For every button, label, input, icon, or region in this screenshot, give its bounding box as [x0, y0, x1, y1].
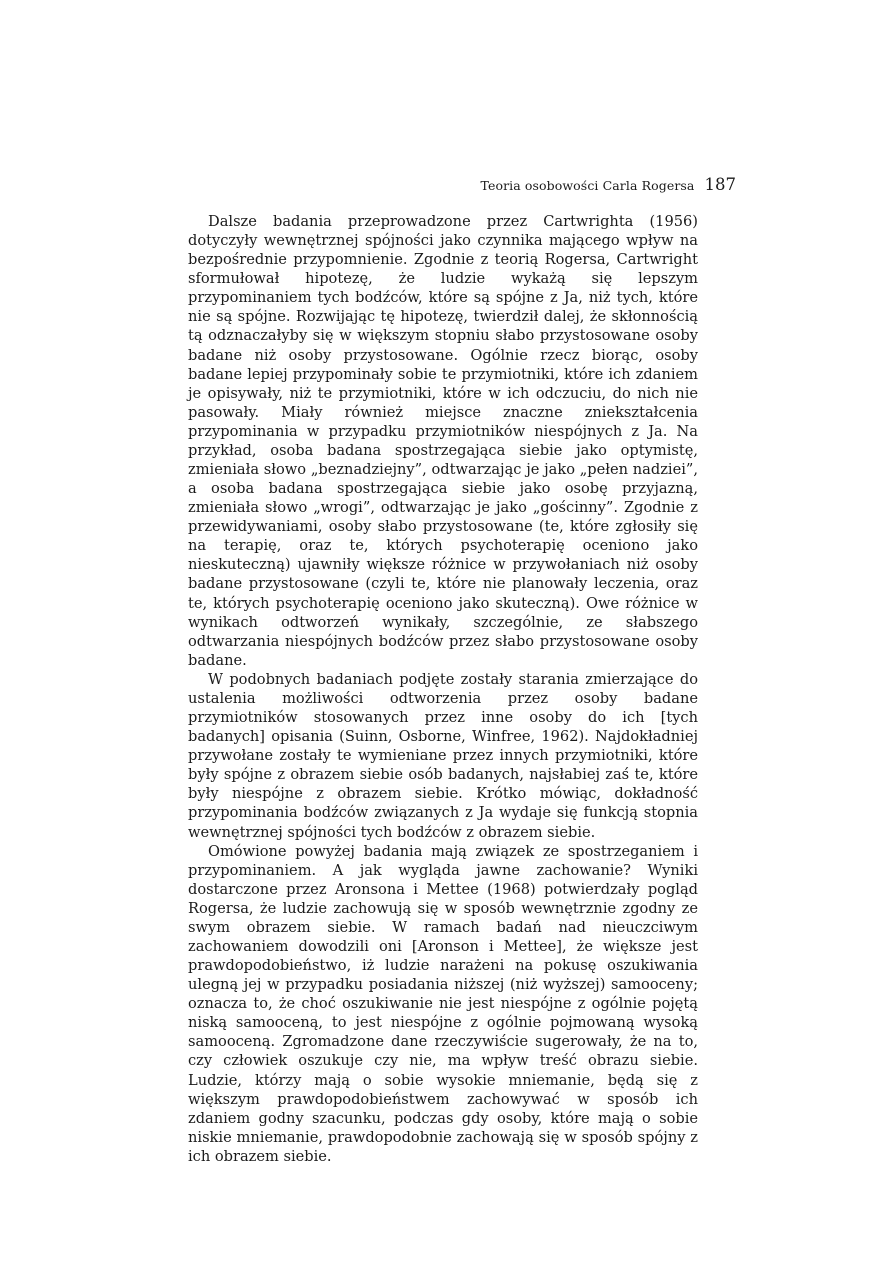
body-text: [188, 212, 698, 1166]
paragraph: Omówione powyżej badania mają związek ze spostrzeganiem i przypominaniem. A jak wygląda jawne zachowanie? Wyniki dostarczone przez Aronsona i Mettee (1968) potwierdzały pogląd Rogersa, że ludzie zachowują się w sposób wewnętrznie zgodny ze swym obrazem siebie. W ramach badań nad nieuczciwym zachowaniem dowodzili oni [Aronson i Mettee], że większe jest prawdopodobieństwo, iż ludzie narażeni na pokusę oszukiwania ulegną jej w przypadku posiadania niższej (niż wyższej) samooceny; oznacza to, że choć oszukiwanie nie jest niespójne z ogólnie pojętą niską samooceną, to jest niespójne z ogólnie pojmowaną wysoką samooceną. Zgromadzone dane rzeczywiście sugerowały, że na to, czy człowiek oszukuje czy nie, ma wpływ treść obrazu siebie. Ludzie, którzy mają o sobie wysokie mniemanie, będą się z większym prawdopodobieństwem zachowywać w sposób ich zdaniem godny szacunku, podczas gdy osoby, które mają o sobie niskie mniemanie, prawdopodobnie zachowają się w sposób spójny z ich obrazem siebie.: [188, 842, 698, 1165]
running-title: Teoria osobowości Carla Rogersa: [480, 178, 695, 193]
running-header: [185, 175, 736, 194]
paragraph: Dalsze badania przeprowadzone przez Cartwrighta (1956) dotyczyły wewnętrznej spójności jako czynnika mającego wpływ na bezpośrednie przypomnienie. Zgodnie z teorią Rogersa, Cartwright sformułował hipotezę, że ludzie wykażą się lepszym przypominaniem tych bodźców, które są spójne z Ja, niż tych, które nie są spójne. Rozwijając tę hipotezę, twierdził dalej, że skłonnością tą odznaczałyby się w większym stopniu słabo przystosowane osoby badane niż osoby przystosowane. Ogólnie rzecz biorąc, osoby badane lepiej przypominały sobie te przymiotniki, które ich zdaniem je opisywały, niż te przymiotniki, które w ich odczuciu, do nich nie pasowały. Miały również miejsce znaczne zniekształcenia przypominania w przypadku przymiotników niespójnych z Ja. Na przykład, osoba badana spostrzegająca siebie jako optymistę, zmieniała słowo „beznadziejny”, odtwarzając je jako „pełen nadziei”, a osoba badana spostrzegająca siebie jako osobę przyjazną, zmieniała słowo „wrogi”, odtwarzając je jako „gościnny”. Zgodnie z przewidywaniami, osoby słabo przystosowane (te, które zgłosiły się na terapię, oraz te, których psychoterapię oceniono jako nieskuteczną) ujawniły większe różnice w przywołaniach niż osoby badane przystosowane (czyli te, które nie planowały leczenia, oraz te, których psychoterapię oceniono jako skuteczną). Owe różnice w wynikach odtworzeń wynikały, szczególnie, ze słabszego odtwarzania niespójnych bodźców przez słabo przystosowane osoby badane.: [188, 213, 698, 669]
page-number: 187: [704, 175, 736, 194]
paragraph: W podobnych badaniach podjęte zostały starania zmierzające do ustalenia możliwości odtworzenia przez osoby badane przymiotników stosowanych przez inne osoby do ich [tych badanych] opisania (Suinn, Osborne, Winfree, 1962). Najdokładniej przywołane zostały te wymieniane przez innych przymiotniki, które były spójne z obrazem siebie osób badanych, najsłabiej zaś te, które były niespójne z obrazem siebie. Krótko mówiąc, dokładność przypominania bodźców związanych z Ja wydaje się funkcją stopnia wewnętrznej spójności tych bodźców z obrazem siebie.: [188, 670, 698, 841]
